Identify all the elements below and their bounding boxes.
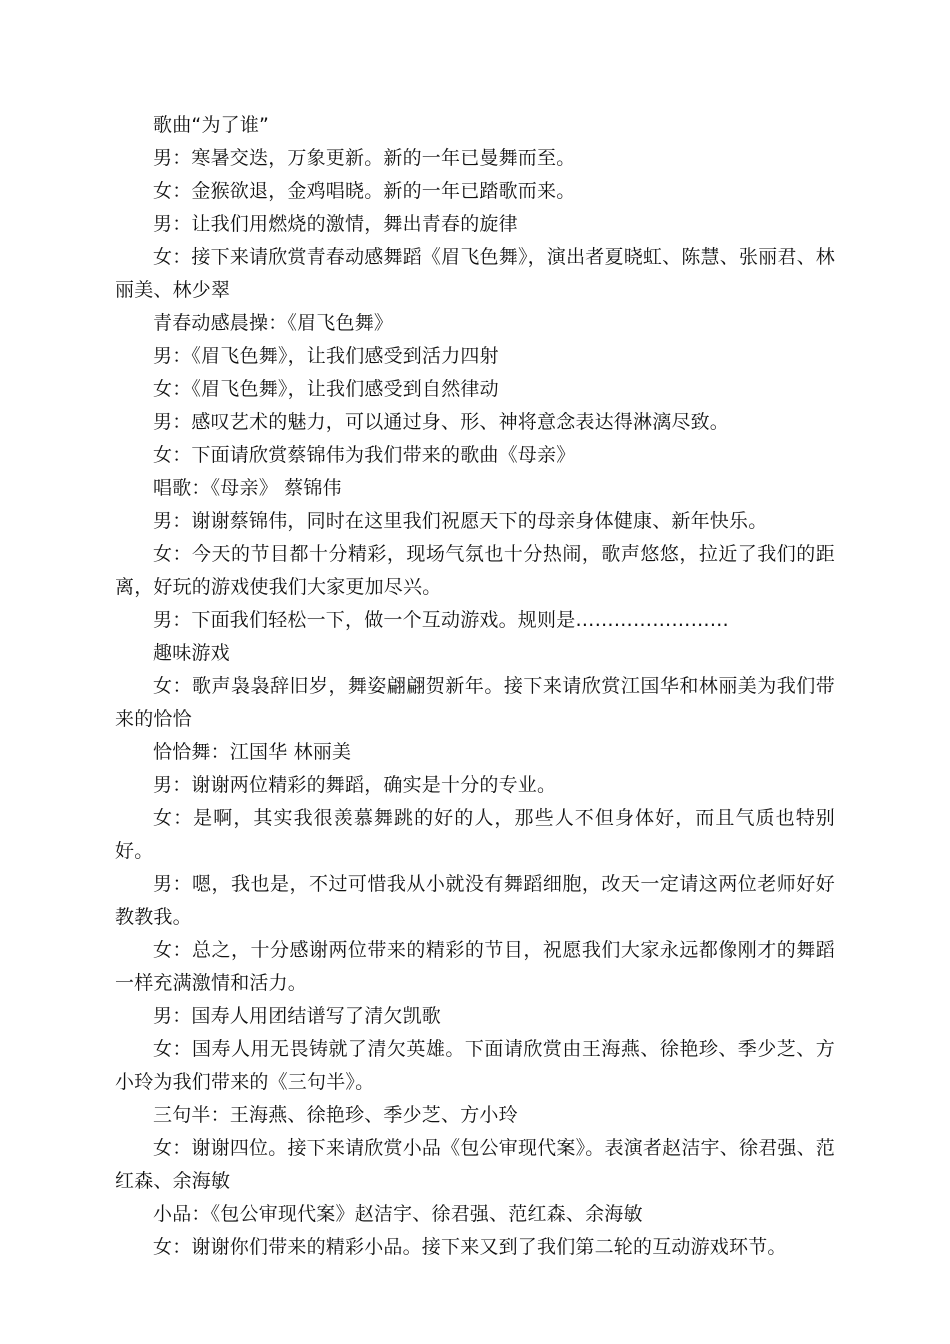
paragraph: 女：下面请欣赏蔡锦伟为我们带来的歌曲《母亲》 xyxy=(153,444,576,466)
paragraph: 三句半：王海燕、徐艳珍、季少芝、方小玲 xyxy=(153,1104,518,1126)
paragraph: 男：谢谢蔡锦伟，同时在这里我们祝愿天下的母亲身体健康、新年快乐。 xyxy=(153,510,768,532)
paragraph: 趣味游戏 xyxy=(153,642,230,664)
paragraph: 女：金猴欲退，金鸡唱晓。新的一年已踏歌而来。 xyxy=(153,180,576,202)
paragraph: 女：谢谢你们带来的精彩小品。接下来又到了我们第二轮的互动游戏环节。 xyxy=(153,1236,787,1258)
paragraph: 男：下面我们轻松一下，做一个互动游戏。规则是…………………… xyxy=(153,609,730,631)
paragraph: 歌曲“为了谁” xyxy=(153,114,270,136)
paragraph: 男：让我们用燃烧的激情，舞出青春的旋律 xyxy=(153,213,518,235)
paragraph: 男：《眉飞色舞》，让我们感受到活力四射 xyxy=(153,345,499,367)
paragraph: 女：是啊，其实我很羡慕舞跳的好的人，那些人不但身体好，而且气质也特别好。 xyxy=(115,807,835,862)
paragraph: 女：今天的节目都十分精彩，现场气氛也十分热闹，歌声悠悠，拉近了我们的距离，好玩的游戏使我们大家更加尽兴。 xyxy=(115,543,835,598)
paragraph: 男：国寿人用团结谱写了清欠凯歌 xyxy=(153,1005,442,1027)
paragraph: 女：《眉飞色舞》，让我们感受到自然律动 xyxy=(153,378,499,400)
paragraph: 女：谢谢四位。接下来请欣赏小品《包公审现代案》。表演者赵洁宇、徐君强、范红森、余海敏 xyxy=(115,1137,835,1192)
paragraph: 男：寒暑交迭，万象更新。新的一年已曼舞而至。 xyxy=(153,147,576,169)
paragraph: 青春动感晨操：《眉飞色舞》 xyxy=(153,312,394,334)
paragraph: 女：接下来请欣赏青春动感舞蹈《眉飞色舞》，演出者夏晓虹、陈慧、张丽君、林丽美、林少翠 xyxy=(115,246,835,301)
paragraph: 男：嗯，我也是，不过可惜我从小就没有舞蹈细胞，改天一定请这两位老师好好教教我。 xyxy=(115,873,835,928)
paragraph: 恰恰舞：江国华 林丽美 xyxy=(153,741,352,763)
paragraph: 女：总之，十分感谢两位带来的精彩的节目，祝愿我们大家永远都像刚才的舞蹈一样充满激情和活力。 xyxy=(115,939,835,994)
paragraph: 女：国寿人用无畏铸就了清欠英雄。下面请欣赏由王海燕、徐艳珍、季少芝、方小玲为我们带来的《三句半》。 xyxy=(115,1038,835,1093)
paragraph: 男：感叹艺术的魅力，可以通过身、形、神将意念表达得淋漓尽致。 xyxy=(153,411,730,433)
paragraph: 女：歌声袅袅辞旧岁，舞姿翩翩贺新年。接下来请欣赏江国华和林丽美为我们带来的恰恰 xyxy=(115,675,835,730)
paragraph: 唱歌：《母亲》 蔡锦伟 xyxy=(153,477,342,499)
paragraph: 男：谢谢两位精彩的舞蹈，确实是十分的专业。 xyxy=(153,774,557,796)
document-body xyxy=(115,109,835,1264)
paragraph: 小品：《包公审现代案》赵洁宇、徐君强、范红森、余海敏 xyxy=(153,1203,643,1225)
